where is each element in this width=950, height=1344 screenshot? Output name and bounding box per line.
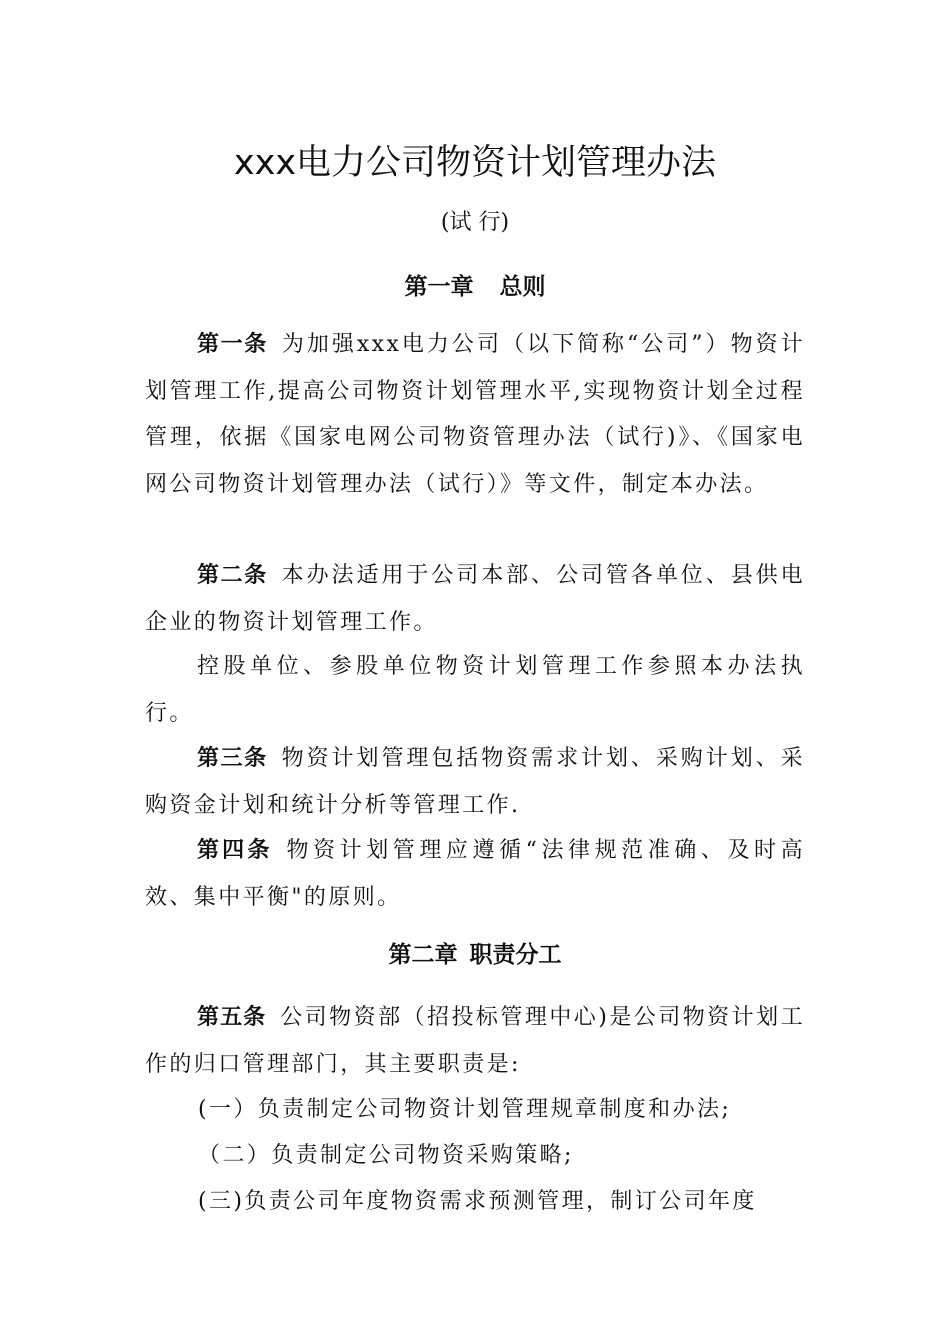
chapter-2-number: 第二章 (388, 942, 458, 968)
chapter-2-heading (0, 937, 950, 973)
article-4-text: 物资计划管理应遵循“法律规范准确、及时高效、集中平衡"的原则。 (145, 838, 805, 910)
article-5-text: 公司物资部（招投标管理中心)是公司物资计划工作的归口管理部门，其主要职责是: (145, 1005, 805, 1077)
article-5-label: 第五条 (197, 1005, 267, 1030)
duty-item-1: (一）负责制定公司物资计划管理规章制度和办法; (198, 1097, 732, 1122)
article-3-text: 物资计划管理包括物资需求计划、采购计划、采购资金计划和统计分析等管理工作. (145, 746, 805, 818)
chapter-1-number: 第一章 (404, 274, 474, 300)
duty-item-3: (三)负责公司年度物资需求预测管理，制订公司年度 (198, 1189, 757, 1214)
duty-item-2: （二）负责制定公司物资采购策略; (198, 1143, 574, 1168)
article-1 (145, 322, 805, 508)
article-3-label: 第三条 (197, 746, 268, 771)
document-title: xxx电力公司物资计划管理办法 (233, 143, 717, 183)
chapter-2-name: 职责分工 (469, 942, 562, 968)
chapter-1-name: 总则 (499, 274, 546, 300)
article-4 (145, 828, 805, 921)
article-2 (145, 553, 805, 646)
article-1-text: 为加强xxx电力公司（以下简称“公司”）物资计划管理工作,提高公司物资计划管理水平,实现物资计划全过程管理，依据《国家电网公司物资管理办法（试行)》、《国家电网公司物资计划管理办法（试行）》等文件，制定本办法。 (145, 332, 805, 497)
article-2-label: 第二条 (197, 563, 268, 588)
article-3 (145, 736, 805, 829)
article-1-label: 第一条 (197, 332, 268, 357)
article-5 (145, 995, 805, 1088)
chapter-1-heading (0, 269, 950, 305)
article-2-paragraph-2: 控股单位、参股单位物资计划管理工作参照本办法执行。 (145, 654, 805, 726)
article-4-label: 第四条 (197, 838, 273, 863)
article-2-text: 本办法适用于公司本部、公司管各单位、县供电企业的物资计划管理工作。 (145, 563, 805, 635)
document-subtitle: (试 行) (440, 210, 510, 235)
